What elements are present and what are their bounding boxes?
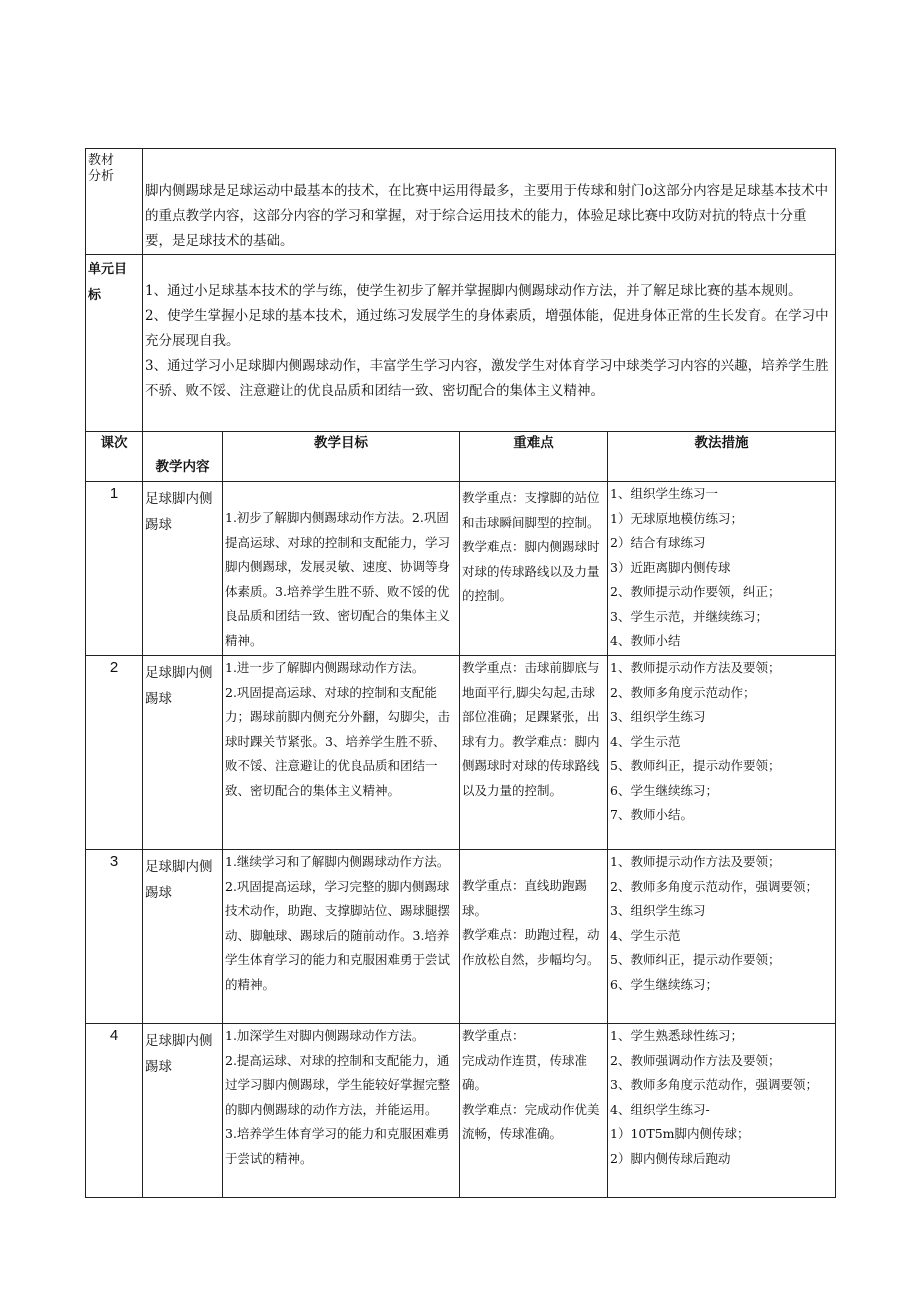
lesson-methods (608, 1024, 836, 1198)
material-analysis-cell (143, 149, 836, 255)
lesson-plan-document (85, 148, 835, 1198)
lesson-plan-table (85, 148, 836, 1198)
goal-text: 3.培养学生体育学习的能力和克服困难勇于尝试的精神。 (225, 1126, 450, 1166)
lesson-goal (223, 656, 460, 850)
method-item: 3、组织学生练习 (610, 903, 706, 918)
header-lesson-text: 课次 (100, 435, 128, 451)
method-item: 1）10T5m脚内侧传球； (610, 1126, 750, 1141)
method-item: 2、教师提示动作要领，纠正； (610, 584, 781, 599)
material-analysis-row (86, 149, 836, 255)
method-item: 1）无球原地模仿练习； (610, 510, 743, 526)
unit-goal-item: 2、使学生掌握小足球的基本技术，通过练习发展学生的身体素质，增强体能，促进身体正常的生长发育。在学习中充分展现自我。 (145, 308, 829, 349)
goal-text: 2.巩固提高运球、对球的控制和支配能力；踢球前脚内侧充分外翻，勾脚尖，击球时踝关节紧张。3、培养学生胜不骄、败不馁、注意避让的优良品质和团结一致、密切配合的集体主义精神。 (225, 684, 451, 798)
header-key-text: 重难点 (513, 435, 554, 451)
lesson-methods (608, 850, 836, 1024)
method-item: 6、学生继续练习； (610, 782, 718, 798)
key-point-text: 教学难点：完成动作优美流畅，传球准确。 (462, 1101, 600, 1141)
material-analysis-label-text: 教材分析 (88, 153, 115, 184)
material-analysis-text: 脚内侧踢球是足球运动中最基本的技术，在比赛中运用得最多，主要用于传球和射门o这部分内容是足球基本技术中的重点教学内容，这部分内容的学习和掌握，对于综合运用技术的能力，体验足球比赛中攻防对抗的特点十分重要，是足球技术的基础。 (145, 183, 829, 249)
material-analysis-label (86, 149, 143, 255)
method-item: 2、教师强调动作方法及要领； (610, 1052, 781, 1068)
method-item: 7、教师小结。 (610, 807, 693, 822)
key-point-text: 教学难点：助跑过程，动作放松自然，步幅均匀。 (462, 927, 600, 967)
lesson-key-points (460, 656, 608, 850)
lesson-number: 3 (86, 850, 143, 1024)
lesson-goal (223, 1024, 460, 1198)
method-item: 2）脚内侧传球后跑动 (610, 1150, 731, 1166)
method-item: 2、教师多角度示范动作； (610, 684, 756, 700)
lesson-goal (223, 850, 460, 1024)
method-item: 5、教师纠正，提示动作要领； (610, 952, 781, 967)
method-item: 4、学生示范 (610, 733, 681, 749)
lesson-key-points (460, 1024, 608, 1198)
lesson-methods (608, 656, 836, 850)
method-item: 2）结合有球练习 (610, 535, 706, 550)
lesson-content: 足球脚内侧踢球 (143, 482, 223, 656)
goal-text: 1.加深学生对脚内侧踢球动作方法。 (225, 1028, 425, 1043)
unit-goal-item: 1、通过小足球基本技术的学与练，使学生初步了解并掌握脚内侧踢球动作方法，并了解足球比赛的基本规则。 (145, 283, 802, 299)
header-lesson (86, 432, 143, 482)
method-item: 1、教师提示动作方法及要领； (610, 854, 781, 869)
method-item: 3、组织学生练习 (610, 709, 706, 724)
unit-goals-row (86, 255, 836, 432)
table-row (86, 656, 836, 850)
header-goal (223, 432, 460, 482)
header-method-text: 教法措施 (694, 435, 749, 451)
lesson-content: 足球脚内侧踢球 (143, 1024, 223, 1198)
key-point-text: 教学重点：支撑脚的站位和击球瞬间脚型的控制。 (462, 490, 600, 530)
unit-goals-cell (143, 255, 836, 432)
header-goal-text: 教学目标 (314, 435, 368, 451)
lesson-goal (223, 482, 460, 656)
method-item: 2、教师多角度示范动作，强调要领； (610, 878, 818, 894)
lesson-number: 2 (86, 656, 143, 850)
lesson-key-points (460, 482, 608, 656)
key-point-text: 教学难点：脚内侧踢球时对球的传球路线以及力量的控制。 (462, 539, 600, 603)
table-row (86, 1024, 836, 1198)
method-item: 6、学生继续练习； (610, 976, 718, 992)
lesson-number: 1 (86, 482, 143, 656)
goal-text: 1.初步了解脚内侧踢球动作方法。2.巩固提高运球、对球的控制和支配能力，学习脚内侧踢球，发展灵敏、速度、协调等身体素质。3.培养学生胜不骄、败不馁的优良品质和团结一致、密切配合的集体主义精神。 (225, 510, 451, 648)
lesson-number: 4 (86, 1024, 143, 1198)
key-point-text: 教学重点：直线助跑踢球。 (462, 878, 588, 918)
table-header-row (86, 432, 836, 482)
method-item: 1、学生熟悉球性练习； (610, 1028, 743, 1043)
unit-goal-item: 3、通过学习小足球脚内侧踢球动作，丰富学生学习内容，激发学生对体育学习中球类学习内容的兴趣，培养学生胜不骄、败不馁、注意避让的优良品质和团结一致、密切配合的集体主义精神。 (145, 358, 829, 399)
method-item: 4、学生示范 (610, 927, 681, 943)
key-point-text: 教学重点： (462, 1028, 525, 1043)
table-row (86, 850, 836, 1024)
method-item: 3）近距离脚内侧传球 (610, 559, 731, 575)
lesson-content: 足球脚内侧踢球 (143, 850, 223, 1024)
header-content-text: 教学内容 (155, 459, 210, 475)
goal-text: 1.进一步了解脚内侧踢球动作方法。 (225, 660, 425, 675)
header-content (143, 432, 223, 482)
method-item: 4、组织学生练习- (610, 1101, 710, 1117)
goal-text: 1.继续学习和了解脚内侧踢球动作方法。2.巩固提高运球，学习完整的脚内侧踢球技术动作，助跑、支撑脚站位、踢球腿摆动、脚触球、踢球后的随前动作。3.培养学生体育学习的能力和克服困难勇于尝试的精神。 (225, 854, 451, 992)
table-row (86, 482, 836, 656)
method-item: 3、学生示范，并继续练习； (610, 608, 768, 624)
method-item: 5、教师纠正，提示动作要领； (610, 758, 781, 773)
method-item: 1、教师提示动作方法及要领； (610, 660, 781, 675)
unit-goals-label-text: 单元目标 (88, 262, 128, 303)
header-key (460, 432, 608, 482)
goal-text: 2.提高运球、对球的控制和支配能力，通过学习脚内侧踢球，学生能较好掌握完整的脚内侧踢球的动作方法，并能运用。 (225, 1052, 451, 1117)
key-point-text: 完成动作连贯，传球准确。 (462, 1052, 588, 1092)
lesson-content: 足球脚内侧踢球 (143, 656, 223, 850)
lesson-methods (608, 482, 836, 656)
method-item: 1、组织学生练习一 (610, 486, 718, 501)
method-item: 4、教师小结 (610, 633, 681, 648)
key-point-text: 教学重点：击球前脚底与地面平行,脚尖勾起,击球部位准确；足踝紧张，出球有力。教学难点：脚内侧踢球时对球的传球路线以及力量的控制。 (462, 660, 600, 798)
header-method (608, 432, 836, 482)
lesson-key-points (460, 850, 608, 1024)
method-item: 3、教师多角度示范动作，强调要领； (610, 1077, 818, 1092)
unit-goals-label (86, 255, 143, 432)
